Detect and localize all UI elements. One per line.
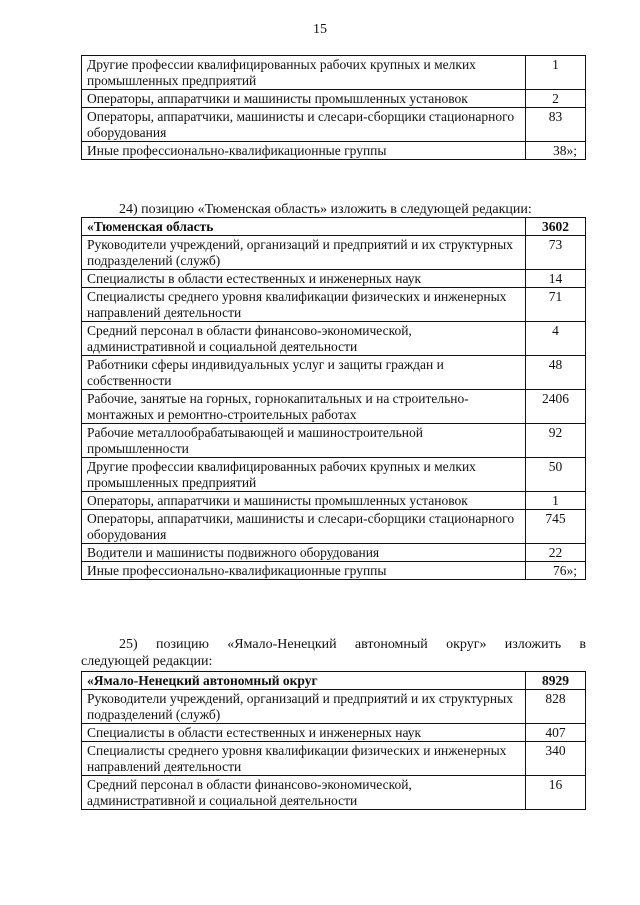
- row-value: 1: [526, 56, 586, 90]
- row-value: 83: [526, 108, 586, 142]
- row-label: Операторы, аппаратчики и машинисты промышленных установок: [82, 90, 526, 108]
- row-value: 2: [526, 90, 586, 108]
- row-label: Руководители учреждений, организаций и предприятий и их структурных подразделений (служб): [82, 236, 526, 270]
- row-label: Работники сферы индивидуальных услуг и защиты граждан и собственности: [82, 356, 526, 390]
- row-value: 48: [526, 356, 586, 390]
- row-label: Операторы, аппаратчики, машинисты и слесари-сборщики стационарного оборудования: [82, 108, 526, 142]
- region-total: 8929: [526, 672, 586, 690]
- table-row: [82, 458, 586, 492]
- item25-paragraph-line1: 25) позицию «Ямало-Ненецкий автономный округ» изложить в: [119, 637, 586, 652]
- table-row: [82, 356, 586, 390]
- row-value: 16: [526, 776, 586, 810]
- row-value: 4: [526, 322, 586, 356]
- row-value: 745: [526, 510, 586, 544]
- row-value: 73: [526, 236, 586, 270]
- region-total: 3602: [526, 218, 586, 236]
- row-label: Операторы, аппаратчики, машинисты и слесари-сборщики стационарного оборудования: [82, 510, 526, 544]
- table-row: [82, 108, 586, 142]
- row-value: 828: [526, 690, 586, 724]
- item25-paragraph-line2: следующей редакции:: [81, 654, 213, 669]
- row-label: Рабочие металлообрабатывающей и машиностроительной промышленности: [82, 424, 526, 458]
- row-value: 76»;: [526, 562, 586, 580]
- row-value: 340: [526, 742, 586, 776]
- table-row: [82, 236, 586, 270]
- table-row: [82, 724, 586, 742]
- item24-paragraph: 24) позицию «Тюменская область» изложить в следующей редакции:: [119, 202, 532, 217]
- row-value: 22: [526, 544, 586, 562]
- table-header-row: [82, 672, 586, 690]
- table-row: [82, 390, 586, 424]
- row-label: Водители и машинисты подвижного оборудования: [82, 544, 526, 562]
- row-label: Другие профессии квалифицированных рабочих крупных и мелких промышленных предприятий: [82, 56, 526, 90]
- row-label: Средний персонал в области финансово-экономической, административной и социальной деятельности: [82, 322, 526, 356]
- row-label: Другие профессии квалифицированных рабочих крупных и мелких промышленных предприятий: [82, 458, 526, 492]
- row-label: Рабочие, занятые на горных, горнокапитальных и на строительно-монтажных и ремонтно-строительных работах: [82, 390, 526, 424]
- row-value: 2406: [526, 390, 586, 424]
- table-row: [82, 424, 586, 458]
- table-row: [82, 56, 586, 90]
- row-value: 50: [526, 458, 586, 492]
- row-label: Иные профессионально-квалификационные группы: [82, 562, 526, 580]
- table-row: [82, 492, 586, 510]
- table-row: [82, 544, 586, 562]
- page-number: 15: [313, 22, 327, 37]
- row-label: Специалисты среднего уровня квалификации физических и инженерных направлений деятельности: [82, 288, 526, 322]
- region-name: «Тюменская область: [82, 218, 526, 236]
- table-row: [82, 288, 586, 322]
- row-value: 38»;: [526, 142, 586, 160]
- table-tyumen: [81, 217, 586, 580]
- row-label: Руководители учреждений, организаций и предприятий и их структурных подразделений (служб): [82, 690, 526, 724]
- table-row: [82, 322, 586, 356]
- table-yamal: [81, 671, 586, 810]
- table-header-row: [82, 218, 586, 236]
- row-value: 71: [526, 288, 586, 322]
- row-label: Специалисты в области естественных и инженерных наук: [82, 724, 526, 742]
- row-value: 407: [526, 724, 586, 742]
- row-value: 14: [526, 270, 586, 288]
- table-row: [82, 510, 586, 544]
- row-value: 1: [526, 492, 586, 510]
- row-label: Специалисты среднего уровня квалификации физических и инженерных направлений деятельности: [82, 742, 526, 776]
- table-row: [82, 562, 586, 580]
- table-continued: [81, 55, 586, 160]
- table-row: [82, 690, 586, 724]
- table-row: [82, 270, 586, 288]
- row-label: Средний персонал в области финансово-экономической, административной и социальной деятельности: [82, 776, 526, 810]
- table-row: [82, 776, 586, 810]
- row-value: 92: [526, 424, 586, 458]
- row-label: Иные профессионально-квалификационные группы: [82, 142, 526, 160]
- table-row: [82, 142, 586, 160]
- row-label: Специалисты в области естественных и инженерных наук: [82, 270, 526, 288]
- table-row: [82, 742, 586, 776]
- row-label: Операторы, аппаратчики и машинисты промышленных установок: [82, 492, 526, 510]
- region-name: «Ямало-Ненецкий автономный округ: [82, 672, 526, 690]
- table-row: [82, 90, 586, 108]
